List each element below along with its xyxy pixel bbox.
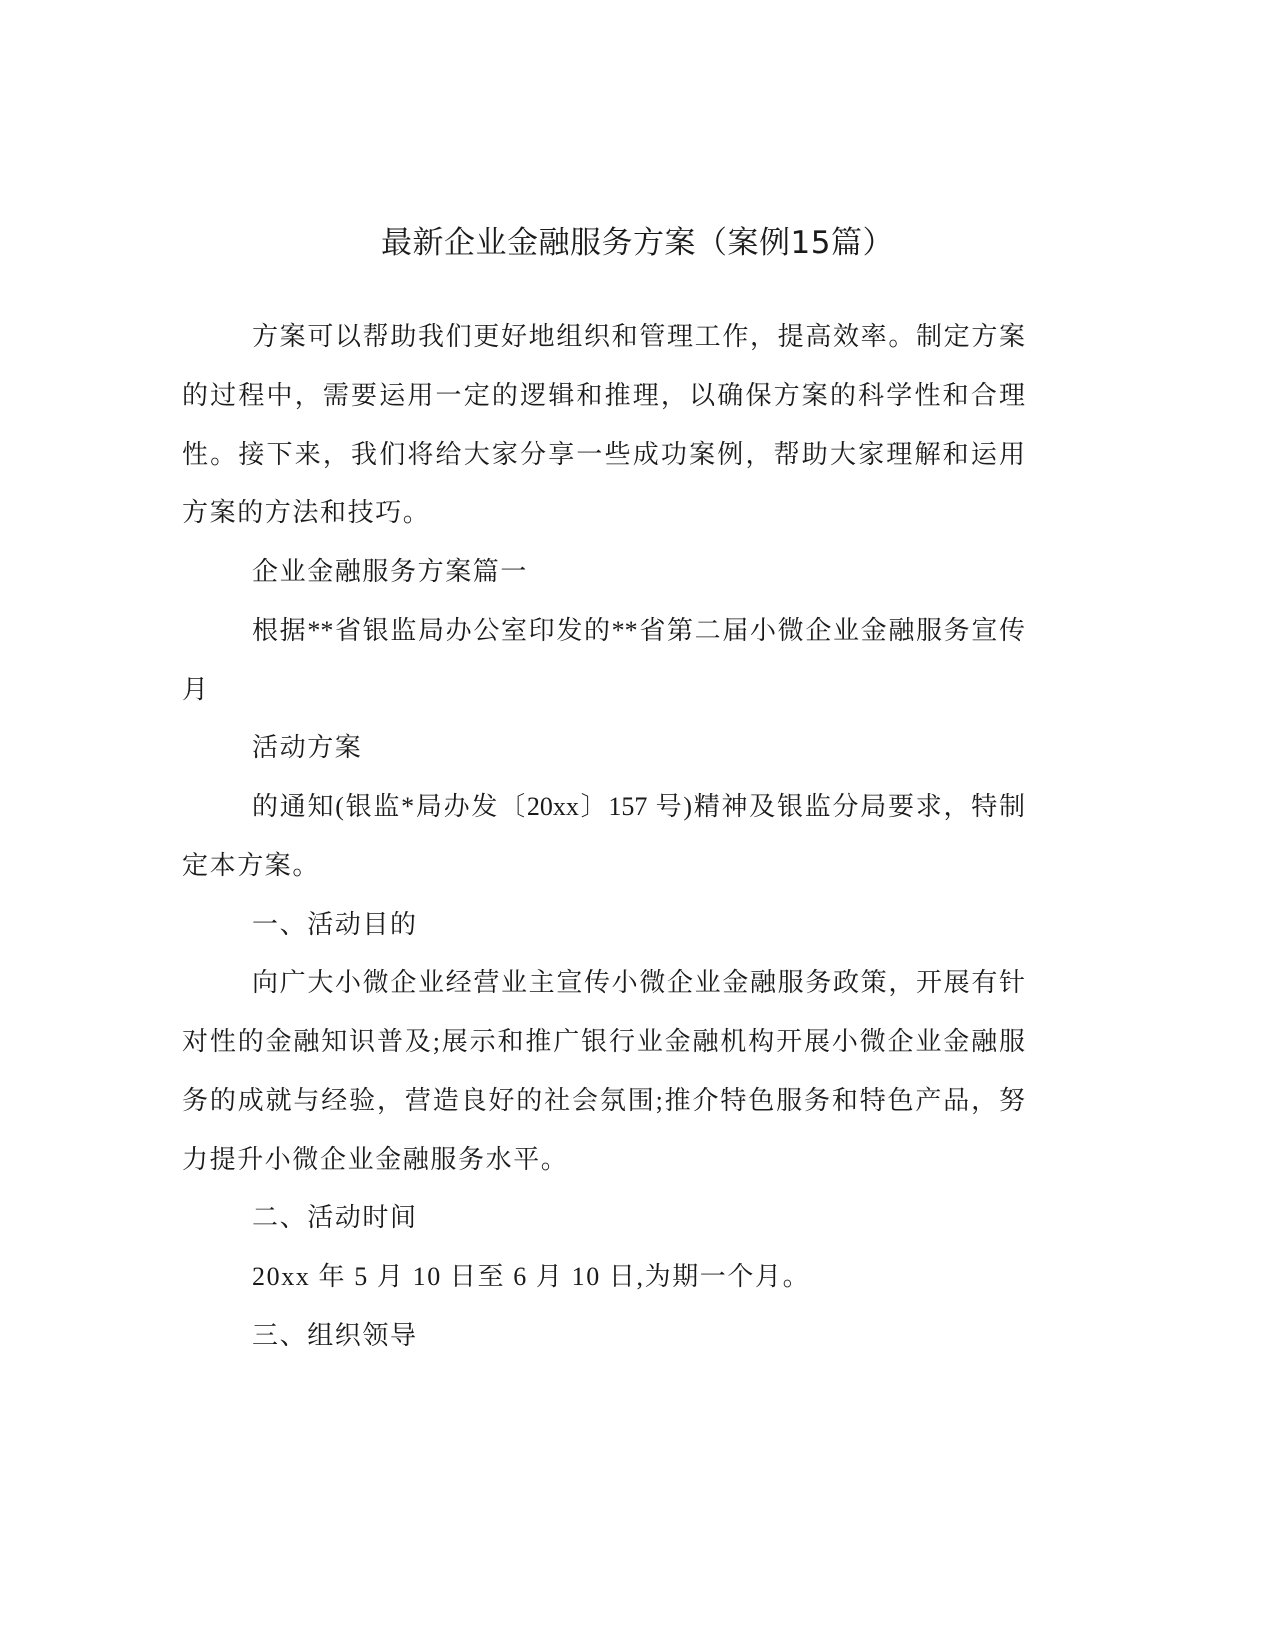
paragraph-line: 方案可以帮助我们更好地组织和管理工作，提高效率。制定方案 bbox=[252, 322, 1025, 351]
paragraph-line: 向广大小微企业经营业主宣传小微企业金融服务政策，开展有针 bbox=[252, 968, 1025, 998]
paragraph-line: 的通知(银监*局办发〔20xx〕157 号)精神及银监分局要求，特制 bbox=[252, 792, 1025, 821]
section-heading-text: 二、活动时间 bbox=[252, 1203, 418, 1233]
paragraph-line: 月 bbox=[182, 674, 210, 704]
document-body bbox=[182, 308, 1025, 1366]
document-title: 最新企业金融服务方案（案例15篇） bbox=[381, 224, 894, 261]
article-heading-text: 企业金融服务方案篇一 bbox=[252, 557, 529, 586]
paragraph-line: 20xx 年 5 月 10 日至 6 月 10 日,为期一个月。 bbox=[252, 1262, 811, 1291]
time-paragraph bbox=[182, 1248, 1025, 1307]
section-heading-text: 一、活动目的 bbox=[252, 909, 418, 939]
paragraph-line: 根据**省银监局办公室印发的**省第二届小微企业金融服务宣传 bbox=[252, 615, 1025, 645]
paragraph-line: 对性的金融知识普及;展示和推广银行业金融机构开展小微企业金融服 bbox=[182, 1027, 1025, 1056]
section-heading-purpose bbox=[182, 896, 1025, 955]
intro-paragraph bbox=[182, 308, 1025, 543]
paragraph-line: 定本方案。 bbox=[182, 850, 321, 880]
basis-paragraph bbox=[182, 602, 1025, 720]
activity-plan-paragraph bbox=[182, 719, 1025, 778]
notice-paragraph bbox=[182, 778, 1025, 896]
paragraph-line: 方案的方法和技巧。 bbox=[182, 498, 431, 528]
section-heading-time bbox=[182, 1189, 1025, 1248]
paragraph-line: 的过程中，需要运用一定的逻辑和推理，以确保方案的科学性和合理 bbox=[182, 380, 1025, 410]
purpose-paragraph bbox=[182, 954, 1025, 1189]
section-heading-organization bbox=[182, 1307, 1025, 1366]
article-heading bbox=[182, 543, 1025, 602]
paragraph-line: 活动方案 bbox=[252, 733, 363, 763]
paragraph-line: 务的成就与经验，营造良好的社会氛围;推介特色服务和特色产品，努 bbox=[182, 1085, 1025, 1115]
paragraph-line: 性。接下来，我们将给大家分享一些成功案例，帮助大家理解和运用 bbox=[182, 439, 1025, 469]
paragraph-line: 力提升小微企业金融服务水平。 bbox=[182, 1144, 569, 1174]
section-heading-text: 三、组织领导 bbox=[252, 1320, 418, 1350]
